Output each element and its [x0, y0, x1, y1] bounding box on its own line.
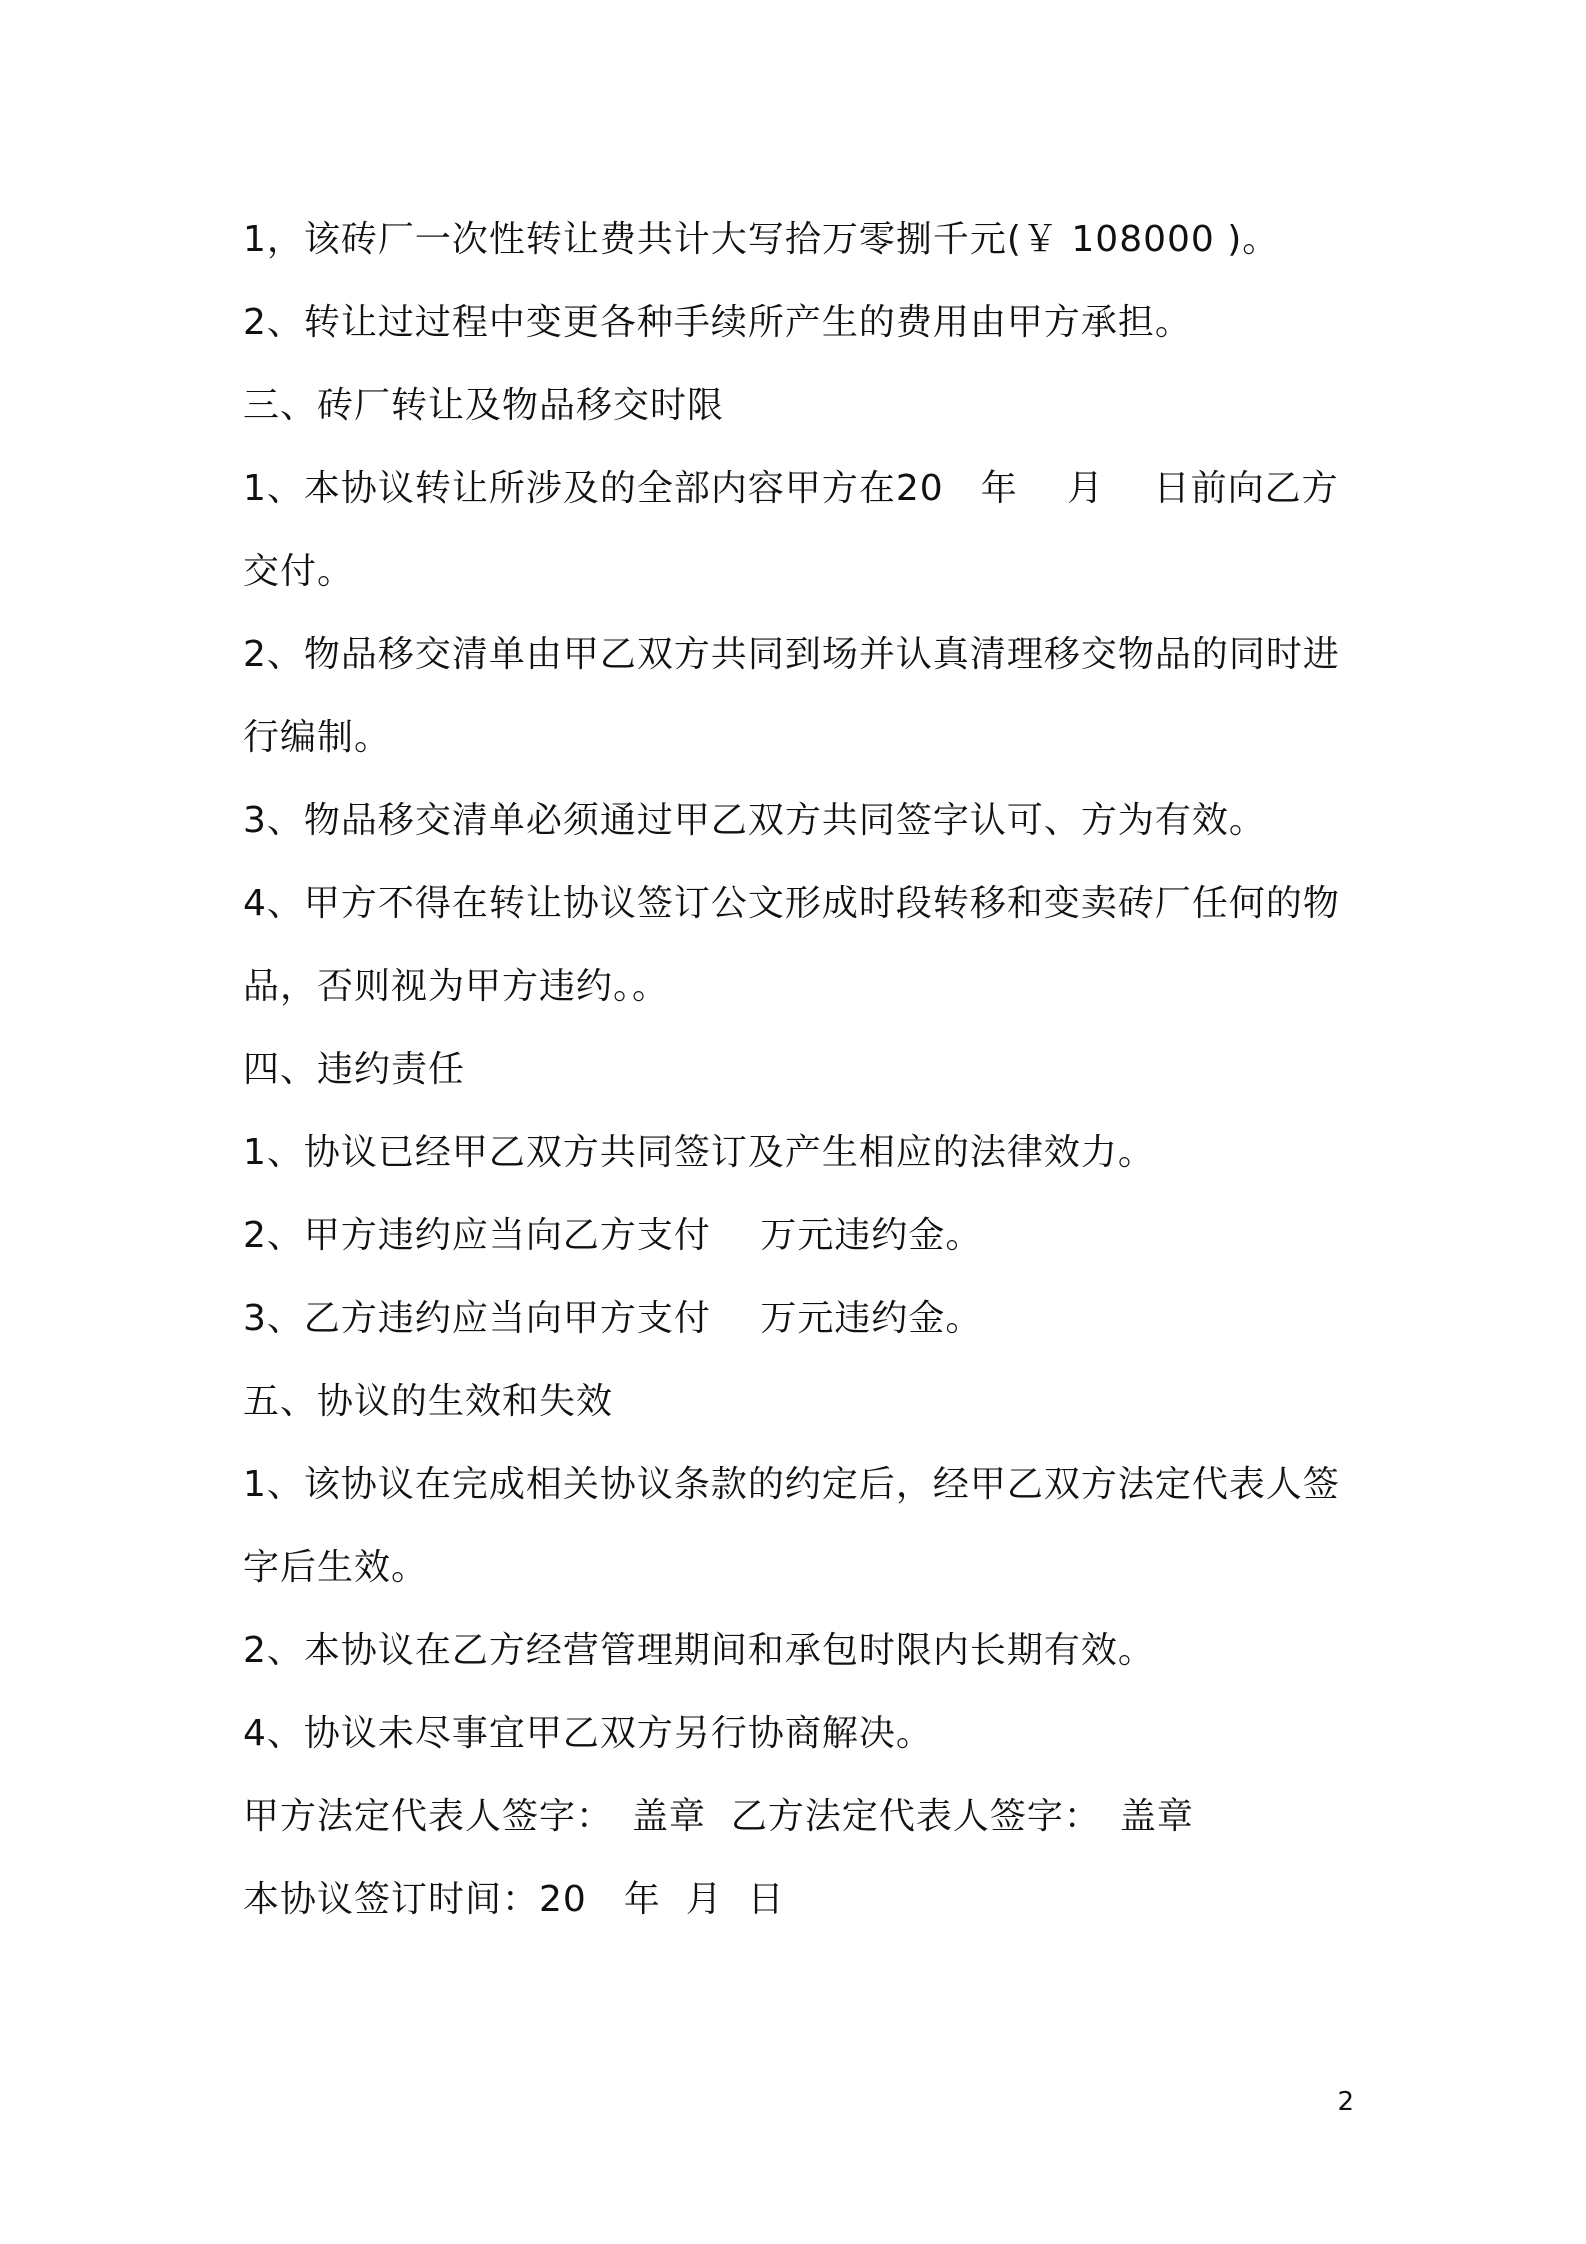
- signature-line: 甲方法定代表人签字： 盖章 乙方法定代表人签字： 盖章: [243, 1796, 1194, 1837]
- page-number: 2: [1337, 2087, 1354, 2117]
- section-heading-transfer-timeline: 三、砖厂转让及物品移交时限: [243, 385, 725, 426]
- signing-date-line: 本协议签订时间：20 年 月 日: [243, 1879, 785, 1920]
- clause-list-signature: 3、物品移交清单必须通过甲乙双方共同签字认可、方为有效。: [243, 800, 1266, 841]
- clause-transfer-fee: 1，该砖厂一次性转让费共计大写拾万零捌千元(￥ 108000 )。: [243, 219, 1280, 260]
- clause-no-transfer: 4、甲方不得在转让协议签订公文形成时段转移和变卖砖厂任何的物品，否则视为甲方违约。。: [243, 883, 1340, 1007]
- clause-procedure-costs: 2、转让过过程中变更各种手续所产生的费用由甲方承担。: [243, 302, 1192, 343]
- clause-party-b-penalty: 3、乙方违约应当向甲方支付 万元违约金。: [243, 1298, 983, 1339]
- clause-other-matters: 4、协议未尽事宜甲乙双方另行协商解决。: [243, 1713, 933, 1754]
- clause-effective-condition: 1、该协议在完成相关协议条款的约定后，经甲乙双方法定代表人签字后生效。: [243, 1464, 1340, 1588]
- clause-legal-effect: 1、协议已经甲乙双方共同签订及产生相应的法律效力。: [243, 1132, 1155, 1173]
- clause-party-a-penalty: 2、甲方违约应当向乙方支付 万元违约金。: [243, 1215, 983, 1256]
- section-heading-breach-liability: 四、违约责任: [243, 1049, 466, 1090]
- section-heading-validity: 五、协议的生效和失效: [243, 1381, 614, 1422]
- document-body: [243, 198, 1353, 1941]
- clause-delivery-date: 1、本协议转让所涉及的全部内容甲方在20 年 月 日前向乙方交付。: [243, 468, 1339, 592]
- clause-validity-period: 2、本协议在乙方经营管理期间和承包时限内长期有效。: [243, 1630, 1155, 1671]
- clause-handover-list: 2、物品移交清单由甲乙双方共同到场并认真清理移交物品的同时进行编制。: [243, 634, 1340, 758]
